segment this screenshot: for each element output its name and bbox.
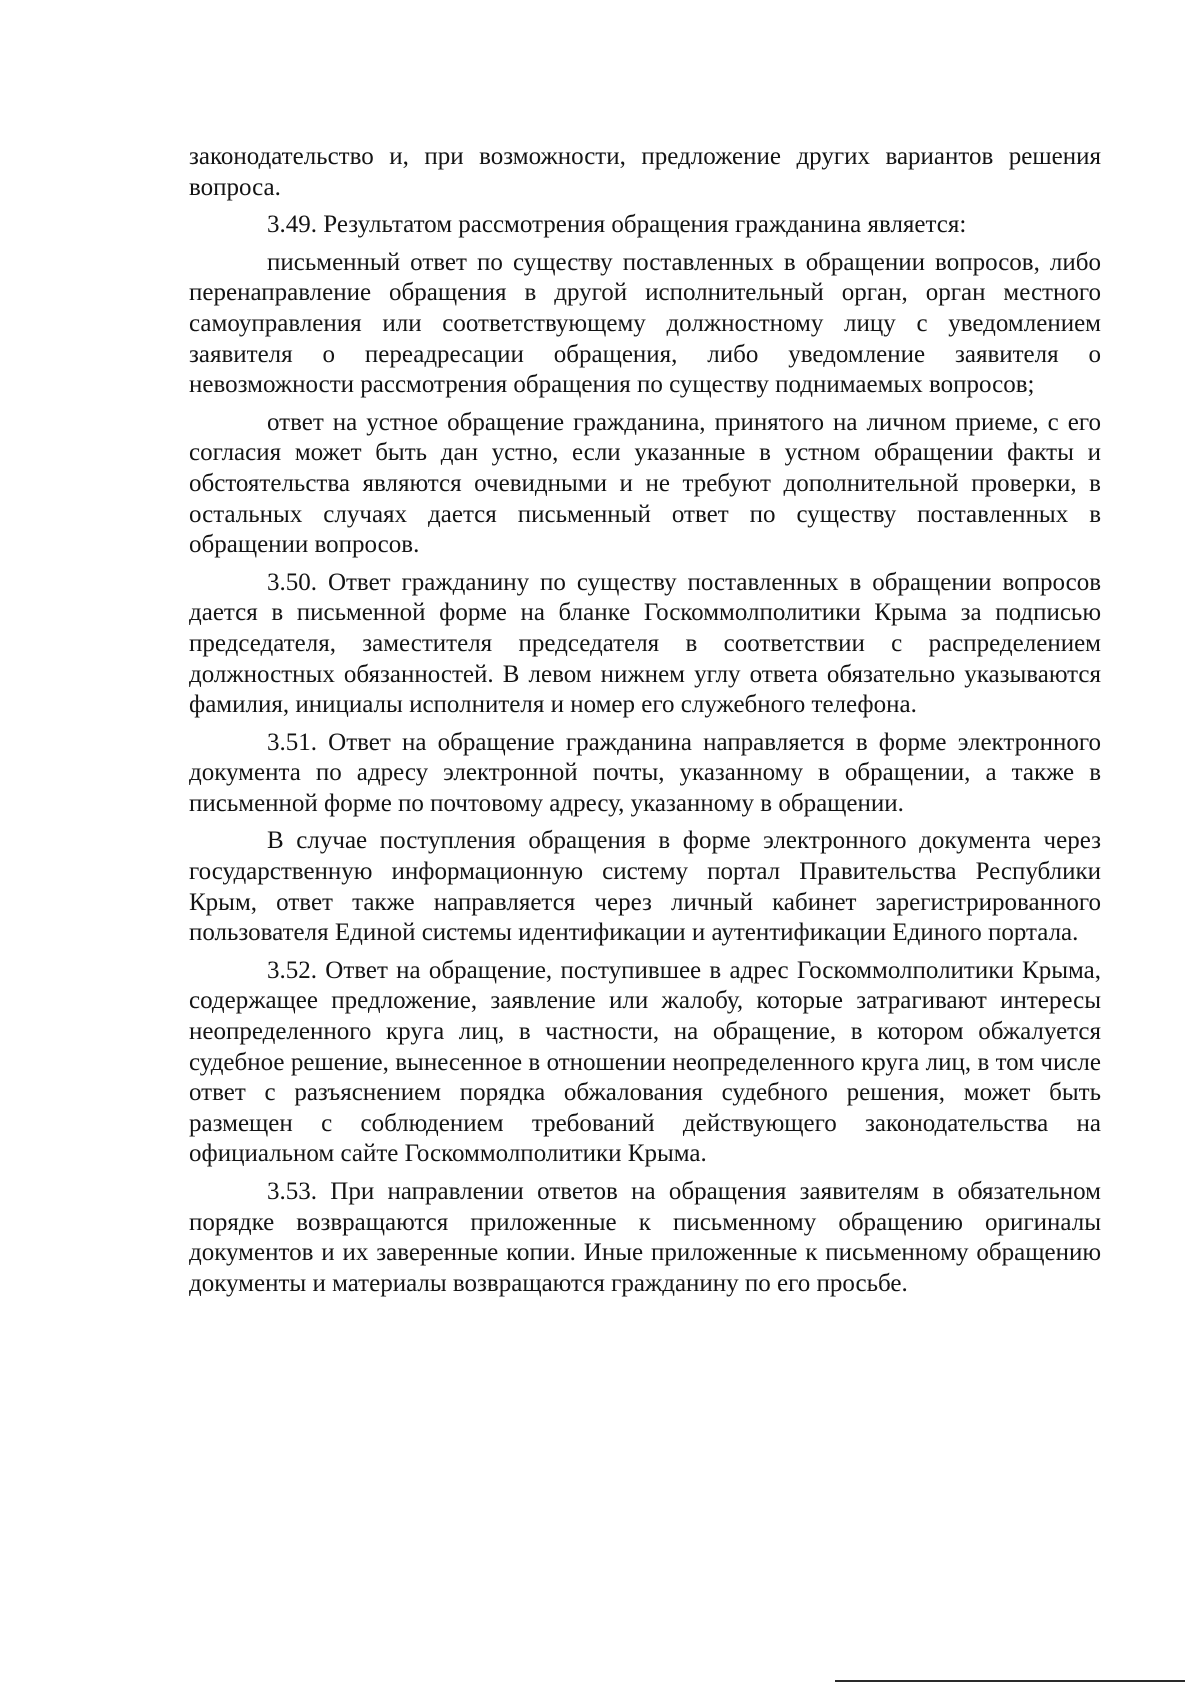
paragraph-3-49: 3.49. Результатом рассмотрения обращения гражданина является: xyxy=(267,211,967,239)
paragraph-3-52: 3.52. Ответ на обращение, поступившее в адрес Госкоммолполитики Крыма, содержащее предложение, заявление или жалобу, которые затрагивают интересы неопределенного круга лиц, в частности, на обращение, в котором обжалуется судебное решение, вынесенное в отношении неопределенного круга лиц, в том числе ответ с разъяснением порядка обжалования судебного решения, может быть размещен с соблюдением требований действующего законодательства на официальном сайте Госкоммолполитики Крыма. xyxy=(189,956,1101,1168)
footer-rule xyxy=(835,1680,1185,1682)
paragraph-continuation: законодательство и, при возможности, предложение других вариантов решения вопроса. xyxy=(189,143,1101,201)
paragraph-oral-answer: ответ на устное обращение гражданина, принятого на личном приеме, с его согласия может быть дан устно, если указанные в устном обращении факты и обстоятельства являются очевидными и не требуют дополнительной проверки, в остальных случаях дается письменный ответ по существу поставленных в обращении вопросов. xyxy=(189,408,1101,559)
paragraph-3-53: 3.53. При направлении ответов на обращения заявителям в обязательном порядке возвращаются приложенные к письменному обращению оригиналы документов и их заверенные копии. Иные приложенные к письменному обращению документы и материалы возвращаются гражданину по его просьбе. xyxy=(189,1178,1101,1297)
paragraph-3-50: 3.50. Ответ гражданину по существу поставленных в обращении вопросов дается в письменной форме на бланке Госкоммолполитики Крыма за подписью председателя, заместителя председателя в соответствии с распределением должностных обязанностей. В левом нижнем углу ответа обязательно указываются фамилия, инициалы исполнителя и номер его служебного телефона. xyxy=(189,568,1101,719)
paragraph-electronic-portal: В случае поступления обращения в форме электронного документа через государственную информационную систему портал Правительства Республики Крым, ответ также направляется через личный кабинет зарегистрированного пользователя Единой системы идентификации и аутентификации Единого портала. xyxy=(189,827,1101,947)
paragraph-3-51: 3.51. Ответ на обращение гражданина направляется в форме электронного документа по адресу электронной почты, указанному в обращении, а также в письменной форме по почтовому адресу, указанному в обращении. xyxy=(189,728,1101,817)
paragraph-written-answer: письменный ответ по существу поставленных в обращении вопросов, либо перенаправление обращения в другой исполнительный орган, орган местного самоуправления или соответствующему должностному лицу с уведомлением заявителя о переадресации обращения, либо уведомление заявителя о невозможности рассмотрения обращения по существу поднимаемых вопросов; xyxy=(189,248,1101,399)
document-body xyxy=(189,142,1101,1306)
